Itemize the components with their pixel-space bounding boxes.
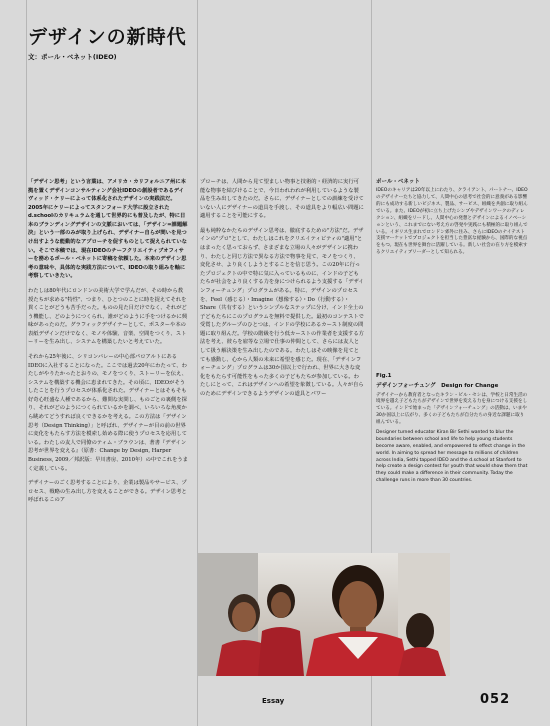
figure-caption bbox=[376, 372, 528, 572]
body-paragraph: わたしは80年代にロンドンの美術大学で学んだが、その時から教授たちが求める"特性"、つまり、ひとつのことに時を捉えてそれを貫くことがどうも苦手だった。ものの見た目だけでなく、それがどう機能し、どのようにつくられ、誰がどのように手をつけるかに興味があったのだ。グラフィックデザイナーとして、ポスターや本の表紙デザインだけでなく、モノや体験、音楽、空間をつくり、ストーリーを生み出し、システムを構築したいと考えていた。 bbox=[28, 287, 188, 346]
author-bio: IDEOのキャリアは20年以上にわたり、クライアント、パートナー、IDEOのデザイナーたちと協力して、人間中心の思考で社会的に意義がある影響的にも成功する新しいビジネス、製品、サービス、組織を共創に取り組んでいる。また、IDEOが初に立ち上げたシンプやデザインワークのディレクション、組織をリードし、人間中心の発想とデザインによるイノベーションという、これまでにない考え方の啓発や実践にも積極的に取り組んでいる。イギリス生まれでロンドン郊外に住み、さらにIDEOのナイテスト支援マーケットでプロジェクトを担当した豊富な経験から、国際的な視点をもつ。現在も世界を舞台に活躍している。新しい社会の在り方を模索するクリエイティブリーダーとして知られる。 bbox=[376, 188, 528, 256]
figure-label: Fig.1 bbox=[376, 373, 392, 379]
article-byline: 文：ポール・ベネット(IDEO) bbox=[28, 53, 117, 61]
figure-text-english: Designer turned educator Kiran Bir Sethi wanted to blur the boundaries between school and life to help young students become aware, enabled, and empowered to effect change in the world. In aiming to spread her message to millions of children across India, Sethi tapped IDEO and the d.school at Stanford to help create a design contest for youth that would show them that they could make a difference in their community. Today the challenge runs in more than 30 countries. bbox=[376, 429, 528, 484]
article-title: デザインの新時代 bbox=[28, 26, 187, 48]
figure-text-japanese: デザイナーから教育者となったキラン・ビル・セシは、学校と日常生活の境界を越え子どもたちがデザインで世界を変える力を身につける支援をしている。インドで始まった「デザインフォーチュング」の活動は、いまや30か国以上に広がり、多くの子どもたちが自分たちの身近な課題に取り組んでいる。 bbox=[376, 392, 528, 426]
lead-paragraph: 「デザイン思考」という言葉は、アメリカ・カリフォルニア州に本拠を置くデザインコンサルティング会社IDEOの創設者であるデイヴィッド・ケリーによって体系化されたデザインの実践法だ。2005年にケリーによってスタンフォード大学に設立されたd.schoolのカリキュラムを通して世界的にも普及したが、特に日本のブランディングデザインの文脈においては、「デザイン=課題解決」という一部のみが取り上げられ、デザイナー自らが問いを見つけ出すような能動的なアプローチを促すものとして捉えられていない。そこで本稿では、現在IDEOのチーフクリエイティブオフィサーを務めるポール・ベネットに寄稿を依頼した。本来のデザイン思考の意味や、具体的な実践方法について、IDEOの取り組みを軸に考察していきたい。 bbox=[28, 179, 188, 280]
photo-students-icon bbox=[198, 553, 450, 676]
body-column-left bbox=[28, 178, 188, 688]
students-photo bbox=[198, 553, 450, 676]
body-paragraph: プローチは、人間から見て望ましい物事と技術的・経済的に実行可能な物事を結びけることで、今日われわれが利用しているような製品を生み出してきたのだ。さらに、デザイナーとしての訓練を受けていない人にデザイナーの道具を手渡し、その道具をより幅広い問題に適用することを可能にする。 bbox=[200, 179, 364, 220]
figure-heading: デザインフォーチュング Design for Change bbox=[376, 383, 499, 390]
page-number: 052 bbox=[480, 692, 511, 707]
body-paragraph: デザイナーのごく思考することにより、企業は製品やサービス、プロセス、戦略の生み出し方を変えることができる。デザイン思考と呼ばれるこのア bbox=[28, 480, 187, 504]
body-column-middle bbox=[200, 178, 364, 546]
body-paragraph: 最も純粋なかたちのデザイン思考は、徹底するための"方法"だ。デザインの"プロ"として、わたしはこれをクリエイティビティの"適用"とはまったく思っておらず、さまざまな立場の人々がデザインに携わり、わたしと同じ方法で異なる方法で物事を見て、モノをつくり、変化させ、より良くしようとすることを信じ思う。この20年に行ったプロジェクトの中で特に気に入っているものに、インドの子どもたちが社会をより良くする力を身につけられるよう支援する「デザインフォーチュング」プログラムがある。特に、デザインのプロセスを、Feel（感じる）・Imagine（想像する）・Do（行動する）・Share（共有する）というシンプルなステップに分け、インド全土の子どもたちにこのプログラムを無料で提供した。最初のコンテストで受賞したグループのひとつは、インドの学校にあるカースト制度の問題に取り組んだ。学校の階級を行う低カーストの作業者を支援する方法を考え、彼らを雇等な立場で仕事の仲間として、さらには友人として扱う解決策を生み出したのである。わたしはその映像を見てとても感動し、心から人類の未来に希望を感じた。現在、「デザインフォーチュング」プログラムは30か国以上で行われ、世界に大きな変化をもたらす可能性をもった多くの子どもたちが参加している。わたしにとって、これはデザインへの希望を象徴している。人々が自らのためにデザインできるようデザインの道具とパワー bbox=[200, 227, 364, 397]
section-label: Essay bbox=[262, 697, 285, 705]
author-sidebar bbox=[376, 178, 528, 368]
column-guide-left bbox=[26, 0, 27, 726]
author-heading: ポール・ベネット bbox=[376, 179, 420, 185]
body-paragraph: それから25年後に、シリコンバレーの中心部パロアルトにあるIDEOに入社することになった。ここでは過去20年にわたって、わたしがやりたかったとおりの、モノをつくり、ストーリーを伝え、システムを構築する機会に恵まれてきた。その頃に、IDEOがそうしたことを行うプロセスが体系化された。デザイナーとはそもそも好奇心旺盛な人種であるから、難問な実問し、ものごとの裏側を探り、それがどのようにつくられているかを調べ、いろいろな角度から眺めてどうすれば良くできるかを考える。この方法は「デザイン思考（Design Thinking）」と呼ばれ、デザイナーが目の前の世界に変化をもたらす方法を模索し始める際に使うプロセスを応用している。わたしの友人で同僚のティム・ブラウンは、著書『デザイン思考が世界を変える』（原書：Change by Design, Harper Business, 2009／邦訳版：早川書房、2010年）の中でこれをうまく定義している。 bbox=[28, 353, 188, 472]
